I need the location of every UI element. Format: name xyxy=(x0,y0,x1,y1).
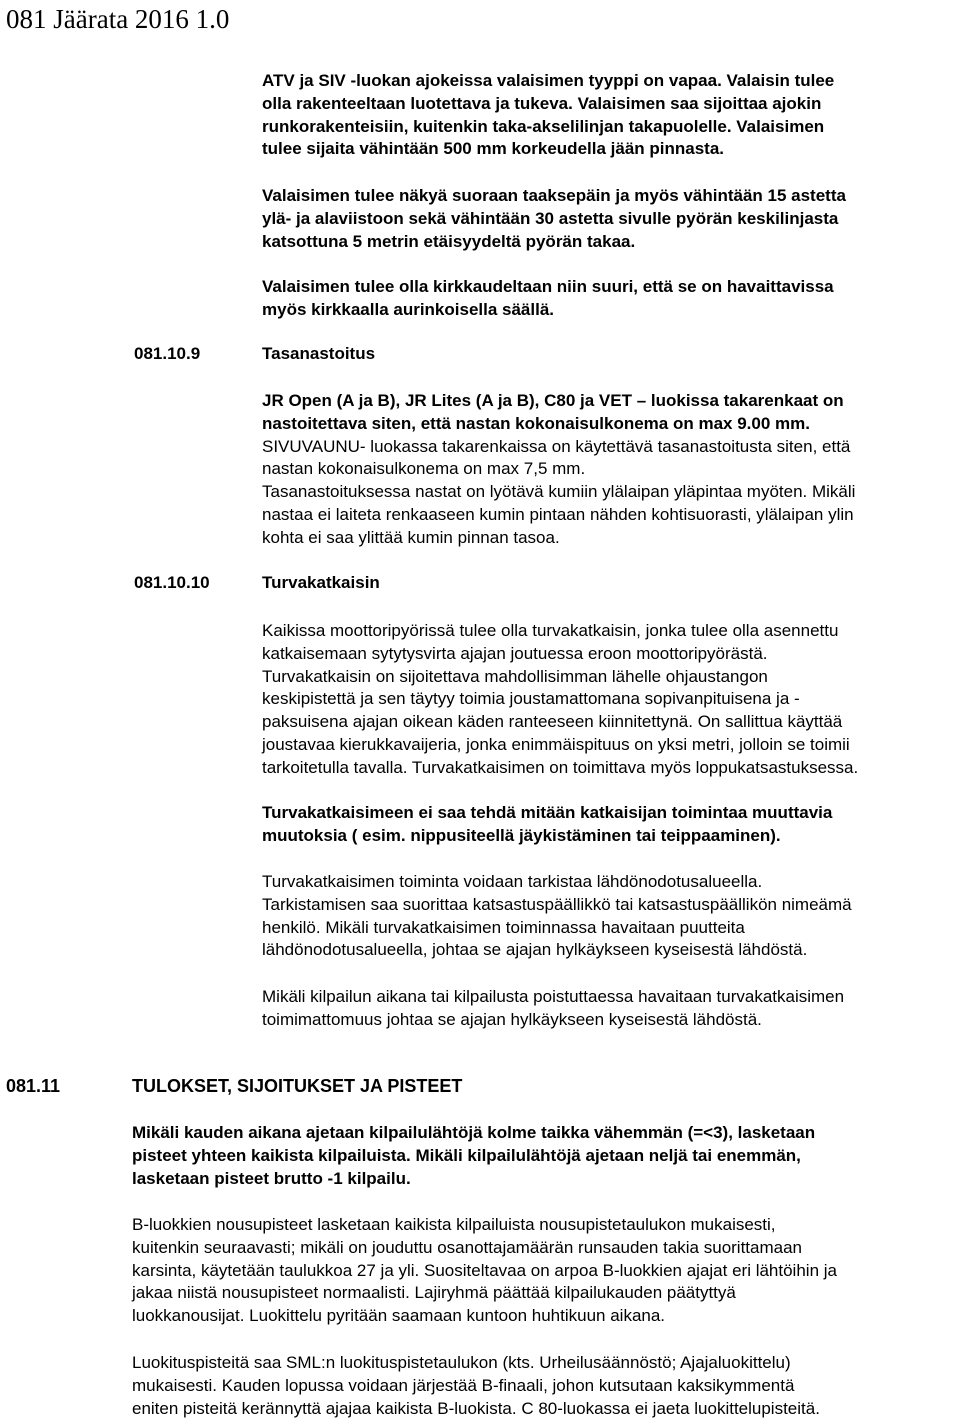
text-line: paksuisena ajajan oikean käden ranteeseen kiinnitettynä. On sallittua käyttää xyxy=(262,712,843,732)
text-line: eniten pisteitä kerännyttä ajajaa kaikista B-luokista. C 80-luokassa ei jaeta luokittelupisteitä. xyxy=(132,1398,820,1418)
text-line: nastaa ei laiteta renkaaseen kumin pintaan nähden kohtisuorasti, ylälaipan ylin xyxy=(262,504,854,524)
text-line: pisteet yhteen kaikista kilpailuista. Mikäli kilpailulähtöjä ajetaan neljä tai enemmän, xyxy=(132,1145,801,1165)
text-line: jakaa niistä nousupisteet normaalisti. Lajiryhmä päättää kilpailukauden päätyttyä xyxy=(132,1283,736,1303)
text-line: Mikäli kauden aikana ajetaan kilpailulähtöjä kolme taikka vähemmän (=<3), lasketaan xyxy=(132,1123,816,1142)
text-line: Luokituspisteitä saa SML:n luokituspistetaulukon (kts. Urheilusäännöstö; Ajajaluokittelu) xyxy=(132,1353,791,1372)
kill-switch-inspection-paragraph xyxy=(262,871,852,962)
text-line: mukaisesti. Kauden lopussa voidaan järjestää B-finaali, johon kutsutaan kaksikymmentä xyxy=(132,1375,795,1395)
text-line: JR Open (A ja B), JR Lites (A ja B), C80 ja VET – luokissa takarenkaat on xyxy=(262,391,844,410)
section-title: TULOKSET, SIJOITUKSET JA PISTEET xyxy=(132,1076,463,1096)
kill-switch-paragraph xyxy=(262,620,858,780)
text-line: Tasanastoituksessa nastat on lyötävä kumiin ylälaipan yläpintaa myöten. Mikäli xyxy=(262,482,856,502)
text-line: kuitenkin seuraavasti; mikäli on jouduttu osanottajamäärän runsauden takia suorittamaan xyxy=(132,1237,803,1257)
text-line: kohta ei saa ylittää kumin pinnan tasoa. xyxy=(262,527,560,547)
page-header-title: 081 Jäärata 2016 1.0 xyxy=(6,4,230,34)
text-line: henkilö. Mikäli turvakatkaisimen toiminnassa havaitaan puutteita xyxy=(262,917,745,937)
text-line: muutoksia ( esim. nippusiteellä jäykistäminen tai teippaaminen). xyxy=(262,825,781,845)
section-title: Tasanastoitus xyxy=(262,344,376,363)
text-line: keskipistettä ja sen täytyy toimia joustamattomana sopivanpituisena ja - xyxy=(262,689,800,709)
lamp-visibility-paragraph xyxy=(262,185,846,253)
text-line: lasketaan pisteet brutto -1 kilpailu. xyxy=(132,1168,411,1188)
text-line: ATV ja SIV -luokan ajokeissa valaisimen tyyppi on vapaa. Valaisin tulee xyxy=(262,71,835,90)
scoring-rule-paragraph xyxy=(132,1122,815,1190)
text-line: katsottuna 5 metrin etäisyydeltä pyörän takaa. xyxy=(262,231,636,251)
section-number: 081.10.9 xyxy=(134,344,201,363)
text-line: Turvakatkaisimeen ei saa tehdä mitään katkaisijan toimintaa muuttavia xyxy=(262,803,833,822)
text-line: toimimattomuus johtaa se ajajan hylkäykseen kyseisestä lähdöstä. xyxy=(262,1009,762,1029)
text-line: ylä- ja alaviistoon sekä vähintään 30 astetta sivulle pyörän keskilinjasta xyxy=(262,208,839,228)
text-line: Mikäli kilpailun aikana tai kilpailusta poistuttaessa havaitaan turvakatkaisimen xyxy=(262,987,845,1006)
text-line: lähdönodotusalueella, johtaa se ajajan hylkäykseen kyseisestä lähdöstä. xyxy=(262,940,808,960)
text-line: karsinta, käytetään taulukkoa 27 ja yli. Suositeltavaa on arpoa B-luokkien ajajat eri lähtöihin ja xyxy=(132,1260,837,1280)
section-title: Turvakatkaisin xyxy=(262,573,380,592)
classification-points-paragraph xyxy=(132,1352,820,1420)
text-line: nastan kokonaisulkonema on max 7,5 mm. xyxy=(262,459,586,479)
text-line: Valaisimen tulee näkyä suoraan taaksepäin ja myös vähintään 15 astetta xyxy=(262,186,846,205)
stud-rules-paragraph xyxy=(262,390,855,550)
text-line: Valaisimen tulee olla kirkkaudeltaan niin suuri, että se on havaittavissa xyxy=(262,277,834,296)
text-line: Tarkistamisen saa suorittaa katsastuspäällikkö tai katsastuspäällikön nimeämä xyxy=(262,894,852,914)
text-line: B-luokkien nousupisteet lasketaan kaikista kilpailuista nousupistetaulukon mukaisesti, xyxy=(132,1215,776,1234)
promotion-points-paragraph xyxy=(132,1214,837,1328)
text-line: tulee sijaita vähintään 500 mm korkeudella jään pinnasta. xyxy=(262,139,725,159)
section-number: 081.11 xyxy=(6,1076,61,1096)
text-line: tarkoitetulla tavalla. Turvakatkaisimen on toimittava myös loppukatsastuksessa. xyxy=(262,757,859,777)
text-line: Kaikissa moottoripyörissä tulee olla turvakatkaisin, jonka tulee olla asennettu xyxy=(262,621,839,640)
text-line: luokkanousijat. Luokittelu pyritään saamaan kuntoon huhtikuun aikana. xyxy=(132,1306,666,1326)
lamp-brightness-paragraph xyxy=(262,276,834,322)
kill-switch-modification-paragraph xyxy=(262,802,832,848)
section-number: 081.10.10 xyxy=(134,573,210,592)
text-line: SIVUVAUNU- luokassa takarenkaissa on käytettävä tasanastoitusta siten, että xyxy=(262,436,851,456)
text-line: katkaisemaan sytytysvirta ajajan joutuessa eroon moottoripyörästä. xyxy=(262,643,768,663)
text-line: olla rakenteeltaan luotettava ja tukeva. Valaisimen saa sijoittaa ajokin xyxy=(262,93,822,113)
kill-switch-failure-paragraph xyxy=(262,986,844,1032)
text-line: nastoitettava siten, että nastan kokonaisulkonema on max 9.00 mm. xyxy=(262,413,810,433)
text-line: Turvakatkaisin on sijoitettava mahdollisimman lähelle ohjaustangon xyxy=(262,666,768,686)
atv-lighting-paragraph xyxy=(262,70,834,161)
text-line: joustavaa kierukkavaijeria, jonka enimmäispituus on yksi metri, jolloin se toimii xyxy=(262,734,850,754)
text-line: runkorakenteisiin, kuitenkin taka-akselilinjan takapuolelle. Valaisimen xyxy=(262,116,825,136)
text-line: Turvakatkaisimen toiminta voidaan tarkistaa lähdönodotusalueella. xyxy=(262,872,763,891)
text-line: myös kirkkaalla aurinkoisella säällä. xyxy=(262,299,555,319)
